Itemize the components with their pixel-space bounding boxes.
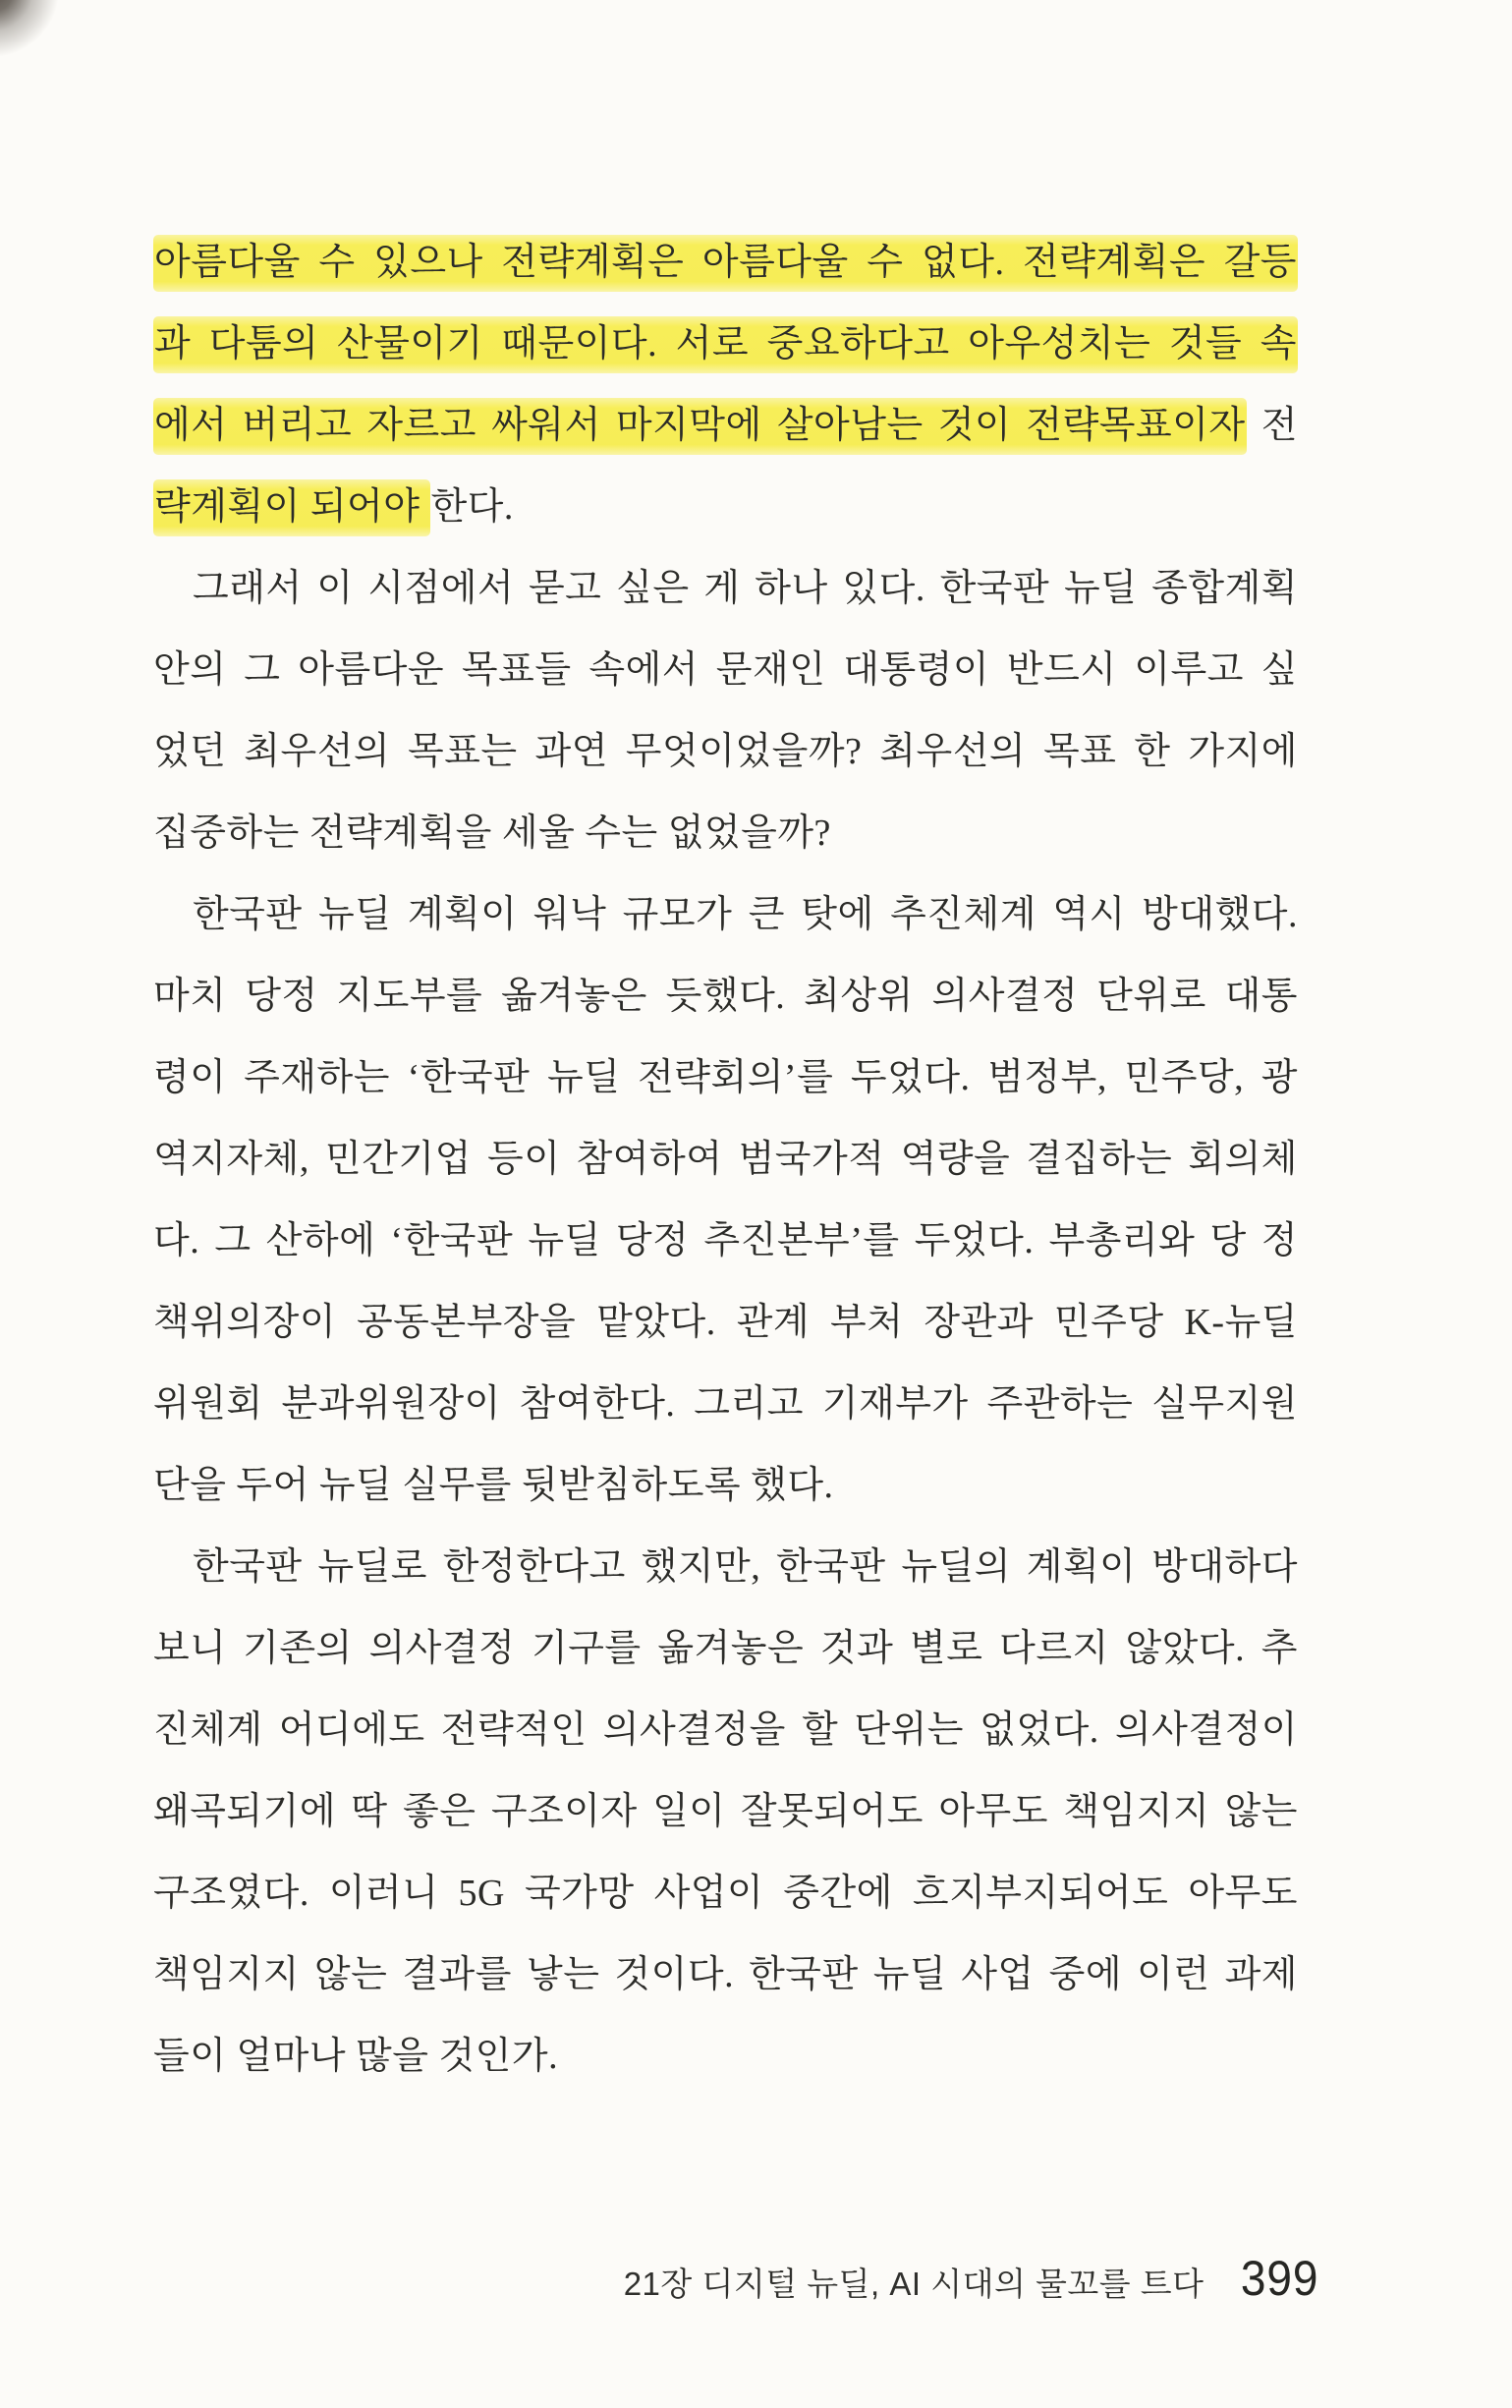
text-segment: 안의 그 아름다운 목표들 속에서 문재인 대통령이 반드시 이루고 싶 (153, 649, 1298, 691)
text-line (153, 222, 1298, 304)
footer-page-number: 399 (1240, 2251, 1318, 2306)
text-line (153, 1445, 1298, 1527)
text-segment: 왜곡되기에 딱 좋은 구조이자 일이 잘못되어도 아무도 책임지지 않는 (153, 1791, 1298, 1832)
text-segment: 마치 당정 지도부를 옮겨놓은 듯했다. 최상위 의사결정 단위로 대통 (153, 976, 1298, 1017)
text-line (153, 304, 1298, 385)
text-segment: 구조였다. 이러니 5G 국가망 사업이 중간에 흐지부지되어도 아무도 (153, 1873, 1298, 1914)
text-segment: 한국판 뉴딜 계획이 워낙 규모가 큰 탓에 추진체계 역시 방대했다. (193, 894, 1298, 935)
text-line (153, 467, 1298, 548)
text-line (153, 2016, 1298, 2098)
text-line (153, 1771, 1298, 1853)
text-segment: 한국판 뉴딜로 한정한다고 했지만, 한국판 뉴딜의 계획이 방대하다 (193, 1546, 1298, 1588)
text-line (153, 1119, 1298, 1201)
text-line (153, 1608, 1298, 1690)
text-segment: 책위의장이 공동본부장을 맡았다. 관계 부처 장관과 민주당 K-뉴딜 (153, 1302, 1298, 1343)
text-line (153, 874, 1298, 956)
highlighted-text: 략계획이 되어야 (153, 479, 430, 536)
text-segment: 역지자체, 민간기업 등이 참여하여 범국가적 역량을 결집하는 회의체 (153, 1139, 1298, 1180)
text-segment: 단을 두어 뉴딜 실무를 뒷받침하도록 했다. (153, 1465, 834, 1506)
footer-chapter-title: 21장 디지털 뉴딜, AI 시대의 물꼬를 트다 (623, 2266, 1204, 2302)
text-segment: 진체계 어디에도 전략적인 의사결정을 할 단위는 없었다. 의사결정이 (153, 1709, 1298, 1751)
text-line (153, 385, 1298, 467)
text-line (153, 793, 1298, 874)
text-line (153, 956, 1298, 1037)
text-line (153, 1364, 1298, 1445)
text-segment: 책임지지 않는 결과를 낳는 것이다. 한국판 뉴딜 사업 중에 이런 과제 (153, 1954, 1298, 1995)
text-line (153, 630, 1298, 711)
text-segment: 전 (1246, 405, 1298, 446)
text-segment: 집중하는 전략계획을 세울 수는 없었을까? (153, 812, 831, 854)
page-footer (624, 2250, 1318, 2307)
text-line (153, 1201, 1298, 1282)
highlighted-text: 아름다울 수 있으나 전략계획은 아름다울 수 없다. 전략계획은 갈등 (153, 235, 1298, 292)
text-line (153, 1934, 1298, 2016)
text-segment: 었던 최우선의 목표는 과연 무엇이었을까? 최우선의 목표 한 가지에 (153, 731, 1298, 772)
text-line (153, 1282, 1298, 1364)
text-line (153, 1037, 1298, 1119)
text-segment: 한다. (430, 486, 514, 528)
text-segment: 들이 얼마나 많을 것인가. (153, 2036, 559, 2077)
text-line (153, 548, 1298, 630)
text-segment: 다. 그 산하에 ‘한국판 뉴딜 당정 추진본부’를 두었다. 부총리와 당 정 (153, 1220, 1298, 1261)
text-segment: 보니 기존의 의사결정 기구를 옮겨놓은 것과 별로 다르지 않았다. 추 (153, 1628, 1298, 1669)
scan-artifact-smudge (0, 0, 147, 128)
page-body (153, 222, 1298, 2098)
text-line (153, 711, 1298, 793)
text-line (153, 1690, 1298, 1771)
highlighted-text: 에서 버리고 자르고 싸워서 마지막에 살아남는 것이 전략목표이자 (153, 398, 1247, 455)
text-line (153, 1853, 1298, 1934)
highlighted-text: 과 다툼의 산물이기 때문이다. 서로 중요하다고 아우성치는 것들 속 (153, 316, 1298, 373)
text-segment: 그래서 이 시점에서 묻고 싶은 게 하나 있다. 한국판 뉴딜 종합계획 (193, 568, 1298, 609)
text-segment: 령이 주재하는 ‘한국판 뉴딜 전략회의’를 두었다. 범정부, 민주당, 광 (153, 1057, 1298, 1098)
text-segment: 위원회 분과위원장이 참여한다. 그리고 기재부가 주관하는 실무지원 (153, 1383, 1298, 1425)
text-line (153, 1527, 1298, 1608)
